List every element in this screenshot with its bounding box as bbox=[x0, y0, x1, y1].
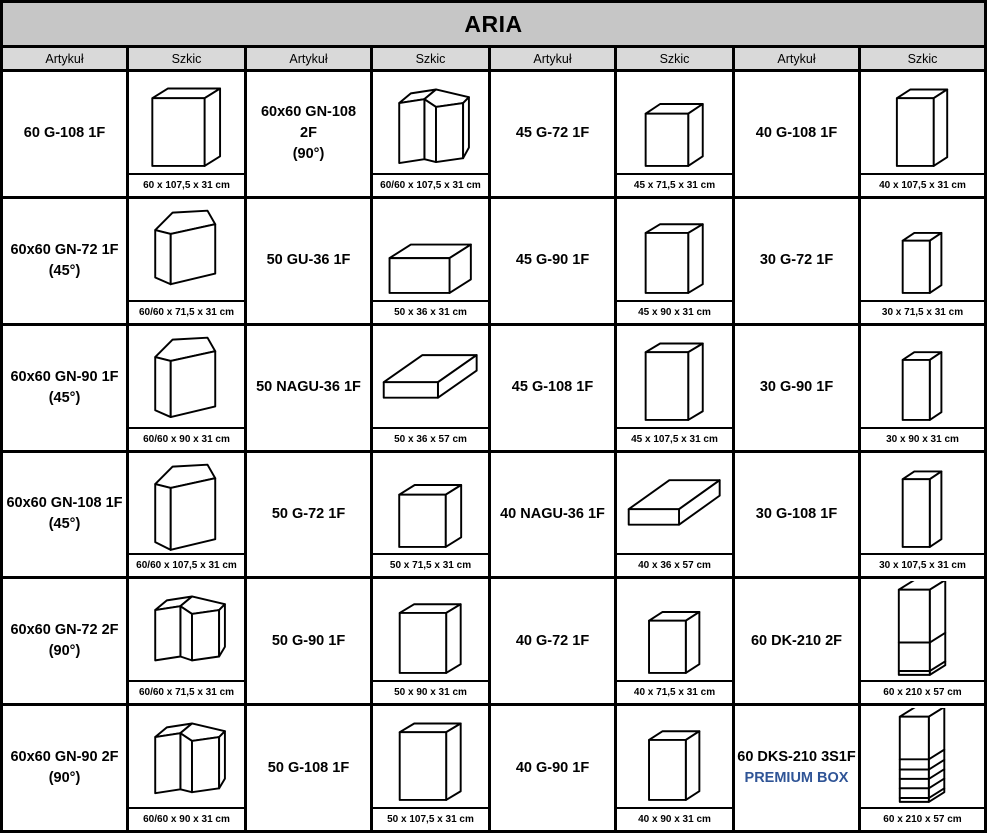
article-cell bbox=[247, 579, 370, 703]
article-cell bbox=[491, 72, 614, 196]
dimensions-caption: 50 x 36 x 57 cm bbox=[373, 427, 488, 450]
dimensions-caption: 60/60 x 71,5 x 31 cm bbox=[129, 300, 244, 323]
sketch-cell bbox=[373, 453, 488, 577]
article-cell bbox=[491, 706, 614, 830]
dimensions-caption: 30 x 90 x 31 cm bbox=[861, 427, 984, 450]
sketch-drawing bbox=[129, 72, 244, 173]
wall-cabinet-45x90-sketch bbox=[619, 201, 729, 298]
sketch-cell bbox=[861, 326, 984, 450]
column-header-artykul: Artykuł bbox=[491, 48, 614, 69]
article-label: 60x60 GN-90 1F bbox=[10, 368, 119, 385]
column-header-artykul: Artykuł bbox=[247, 48, 370, 69]
wall-cabinet-60x108-sketch bbox=[131, 74, 241, 171]
sketch-drawing bbox=[373, 706, 488, 807]
article-cell bbox=[3, 453, 126, 577]
article-label: 60x60 GN-108 1F bbox=[6, 495, 123, 512]
sketch-drawing bbox=[861, 199, 984, 300]
sketch-cell bbox=[617, 199, 732, 323]
article-label: 30 G-72 1F bbox=[759, 252, 834, 269]
sketch-cell bbox=[617, 326, 732, 450]
article-cell bbox=[247, 453, 370, 577]
article-label: 50 NAGU-36 1F bbox=[256, 379, 361, 396]
article-label: 60 DKS-210 3S1F bbox=[737, 749, 856, 766]
premium-box-label: PREMIUM BOX bbox=[744, 770, 849, 787]
article-label: (90°) bbox=[48, 770, 81, 787]
corner-cabinet-90deg-72-sketch bbox=[131, 581, 241, 678]
article-label: 60x60 GN-108 bbox=[260, 104, 357, 121]
sketch-cell bbox=[129, 72, 244, 196]
dimensions-caption: 40 x 90 x 31 cm bbox=[617, 807, 732, 830]
article-cell bbox=[491, 326, 614, 450]
sketch-cell bbox=[617, 706, 732, 830]
column-header-artykul: Artykuł bbox=[735, 48, 858, 69]
corner-cabinet-90deg-108-sketch bbox=[375, 74, 485, 171]
sketch-drawing bbox=[861, 706, 984, 807]
wall-cabinet-30x108-sketch bbox=[863, 455, 981, 552]
article-cell bbox=[3, 706, 126, 830]
sketch-cell bbox=[129, 706, 244, 830]
column-header-szkic: Szkic bbox=[861, 48, 984, 69]
sketch-drawing bbox=[617, 326, 732, 427]
dimensions-caption: 40 x 71,5 x 31 cm bbox=[617, 680, 732, 703]
article-cell bbox=[735, 579, 858, 703]
article-label: 40 G-108 1F bbox=[755, 125, 838, 142]
article-label: 50 G-90 1F bbox=[271, 632, 346, 649]
article-label: 50 G-108 1F bbox=[267, 759, 350, 776]
dimensions-caption: 40 x 36 x 57 cm bbox=[617, 553, 732, 576]
dimensions-caption: 60/60 x 90 x 31 cm bbox=[129, 427, 244, 450]
flat-cabinet-50x36x57-sketch bbox=[375, 328, 485, 425]
article-cell bbox=[735, 453, 858, 577]
article-cell bbox=[247, 706, 370, 830]
article-label: 2F bbox=[300, 125, 317, 142]
article-label: 45 G-72 1F bbox=[515, 125, 590, 142]
column-header-szkic: Szkic bbox=[617, 48, 732, 69]
wall-cabinet-30x72-sketch bbox=[863, 201, 981, 298]
article-label: 50 G-72 1F bbox=[271, 505, 346, 522]
article-label: 60 DK-210 2F bbox=[750, 632, 843, 649]
wall-cabinet-50x72-sketch bbox=[375, 455, 485, 552]
dimensions-caption: 50 x 107,5 x 31 cm bbox=[373, 807, 488, 830]
sketch-drawing bbox=[373, 199, 488, 300]
sketch-cell bbox=[861, 72, 984, 196]
sketch-drawing bbox=[617, 706, 732, 807]
article-label: 30 G-90 1F bbox=[759, 379, 834, 396]
sketch-drawing bbox=[129, 579, 244, 680]
dimensions-caption: 60/60 x 90 x 31 cm bbox=[129, 807, 244, 830]
wall-cabinet-30x90-sketch bbox=[863, 328, 981, 425]
sketch-drawing bbox=[861, 72, 984, 173]
sketch-drawing bbox=[617, 579, 732, 680]
article-label: 60x60 GN-90 2F bbox=[10, 749, 119, 766]
article-label: 60x60 GN-72 1F bbox=[10, 241, 119, 258]
article-label: 30 G-108 1F bbox=[755, 505, 838, 522]
dimensions-caption: 40 x 107,5 x 31 cm bbox=[861, 173, 984, 196]
article-label: (45°) bbox=[48, 262, 81, 279]
tall-cabinet-60x210-drawers-sketch bbox=[863, 708, 981, 805]
article-cell bbox=[3, 199, 126, 323]
dimensions-caption: 30 x 107,5 x 31 cm bbox=[861, 553, 984, 576]
sketch-drawing bbox=[861, 453, 984, 554]
article-cell bbox=[491, 199, 614, 323]
column-header-szkic: Szkic bbox=[129, 48, 244, 69]
corner-cabinet-90deg-90-sketch bbox=[131, 708, 241, 805]
wall-cabinet-50x90-sketch bbox=[375, 581, 485, 678]
sketch-drawing bbox=[129, 453, 244, 554]
sketch-cell bbox=[617, 579, 732, 703]
sketch-drawing bbox=[129, 706, 244, 807]
sketch-cell bbox=[373, 706, 488, 830]
sketch-drawing bbox=[373, 453, 488, 554]
article-cell bbox=[735, 706, 858, 830]
flat-cabinet-40x36x57-sketch bbox=[619, 455, 729, 552]
article-cell bbox=[735, 199, 858, 323]
article-label: (45°) bbox=[48, 389, 81, 406]
article-label: 40 G-90 1F bbox=[515, 759, 590, 776]
sketch-drawing bbox=[129, 199, 244, 300]
dimensions-caption: 50 x 71,5 x 31 cm bbox=[373, 553, 488, 576]
article-cell bbox=[247, 72, 370, 196]
article-label: 40 G-72 1F bbox=[515, 632, 590, 649]
sketch-drawing bbox=[129, 326, 244, 427]
sketch-cell bbox=[861, 199, 984, 323]
sketch-cell bbox=[373, 579, 488, 703]
sketch-cell bbox=[373, 326, 488, 450]
dimensions-caption: 30 x 71,5 x 31 cm bbox=[861, 300, 984, 323]
horizontal-cabinet-50x36-sketch bbox=[375, 201, 485, 298]
article-label: 40 NAGU-36 1F bbox=[500, 505, 605, 522]
article-cell bbox=[735, 326, 858, 450]
corner-cabinet-45deg-108-sketch bbox=[131, 455, 241, 552]
article-label: 50 GU-36 1F bbox=[266, 252, 351, 269]
sketch-cell bbox=[617, 453, 732, 577]
dimensions-caption: 60 x 107,5 x 31 cm bbox=[129, 173, 244, 196]
sketch-cell bbox=[373, 72, 488, 196]
column-header-artykul: Artykuł bbox=[3, 48, 126, 69]
sketch-cell bbox=[129, 199, 244, 323]
sketch-cell bbox=[373, 199, 488, 323]
dimensions-caption: 60/60 x 107,5 x 31 cm bbox=[373, 173, 488, 196]
wall-cabinet-40x90-sketch bbox=[619, 708, 729, 805]
wall-cabinet-50x108-sketch bbox=[375, 708, 485, 805]
dimensions-caption: 45 x 71,5 x 31 cm bbox=[617, 173, 732, 196]
page-title: ARIA bbox=[3, 3, 984, 45]
dimensions-caption: 50 x 90 x 31 cm bbox=[373, 680, 488, 703]
article-cell bbox=[491, 453, 614, 577]
article-label: (90°) bbox=[48, 643, 81, 660]
article-label: 60x60 GN-72 2F bbox=[10, 622, 119, 639]
sketch-cell bbox=[861, 706, 984, 830]
article-cell bbox=[735, 72, 858, 196]
sketch-drawing bbox=[373, 72, 488, 173]
dimensions-caption: 60/60 x 71,5 x 31 cm bbox=[129, 680, 244, 703]
article-cell bbox=[491, 579, 614, 703]
tall-cabinet-60x210-2f-sketch bbox=[863, 581, 981, 678]
dimensions-caption: 45 x 107,5 x 31 cm bbox=[617, 427, 732, 450]
corner-cabinet-45deg-90-sketch bbox=[131, 328, 241, 425]
dimensions-caption: 50 x 36 x 31 cm bbox=[373, 300, 488, 323]
sketch-drawing bbox=[617, 453, 732, 554]
dimensions-caption: 45 x 90 x 31 cm bbox=[617, 300, 732, 323]
article-label: 45 G-90 1F bbox=[515, 252, 590, 269]
column-header-szkic: Szkic bbox=[373, 48, 488, 69]
wall-cabinet-40x108-sketch bbox=[863, 74, 981, 171]
article-label: 60 G-108 1F bbox=[23, 125, 106, 142]
sketch-drawing bbox=[617, 72, 732, 173]
article-label: (90°) bbox=[292, 146, 325, 163]
sketch-cell bbox=[129, 326, 244, 450]
sketch-drawing bbox=[861, 326, 984, 427]
sketch-drawing bbox=[373, 326, 488, 427]
wall-cabinet-45x72-sketch bbox=[619, 74, 729, 171]
dimensions-caption: 60 x 210 x 57 cm bbox=[861, 807, 984, 830]
sketch-drawing bbox=[373, 579, 488, 680]
sketch-cell bbox=[617, 72, 732, 196]
wall-cabinet-40x72-sketch bbox=[619, 581, 729, 678]
wall-cabinet-45x108-sketch bbox=[619, 328, 729, 425]
article-label: 45 G-108 1F bbox=[511, 379, 594, 396]
article-cell bbox=[3, 326, 126, 450]
sketch-cell bbox=[861, 453, 984, 577]
article-cell bbox=[3, 72, 126, 196]
dimensions-caption: 60 x 210 x 57 cm bbox=[861, 680, 984, 703]
sketch-cell bbox=[129, 579, 244, 703]
article-label: (45°) bbox=[48, 516, 81, 533]
sketch-cell bbox=[129, 453, 244, 577]
article-cell bbox=[247, 199, 370, 323]
sketch-drawing bbox=[617, 199, 732, 300]
sketch-drawing bbox=[861, 579, 984, 680]
corner-cabinet-45deg-72-sketch bbox=[131, 201, 241, 298]
dimensions-caption: 60/60 x 107,5 x 31 cm bbox=[129, 553, 244, 576]
sketch-cell bbox=[861, 579, 984, 703]
article-cell bbox=[3, 579, 126, 703]
article-cell bbox=[247, 326, 370, 450]
